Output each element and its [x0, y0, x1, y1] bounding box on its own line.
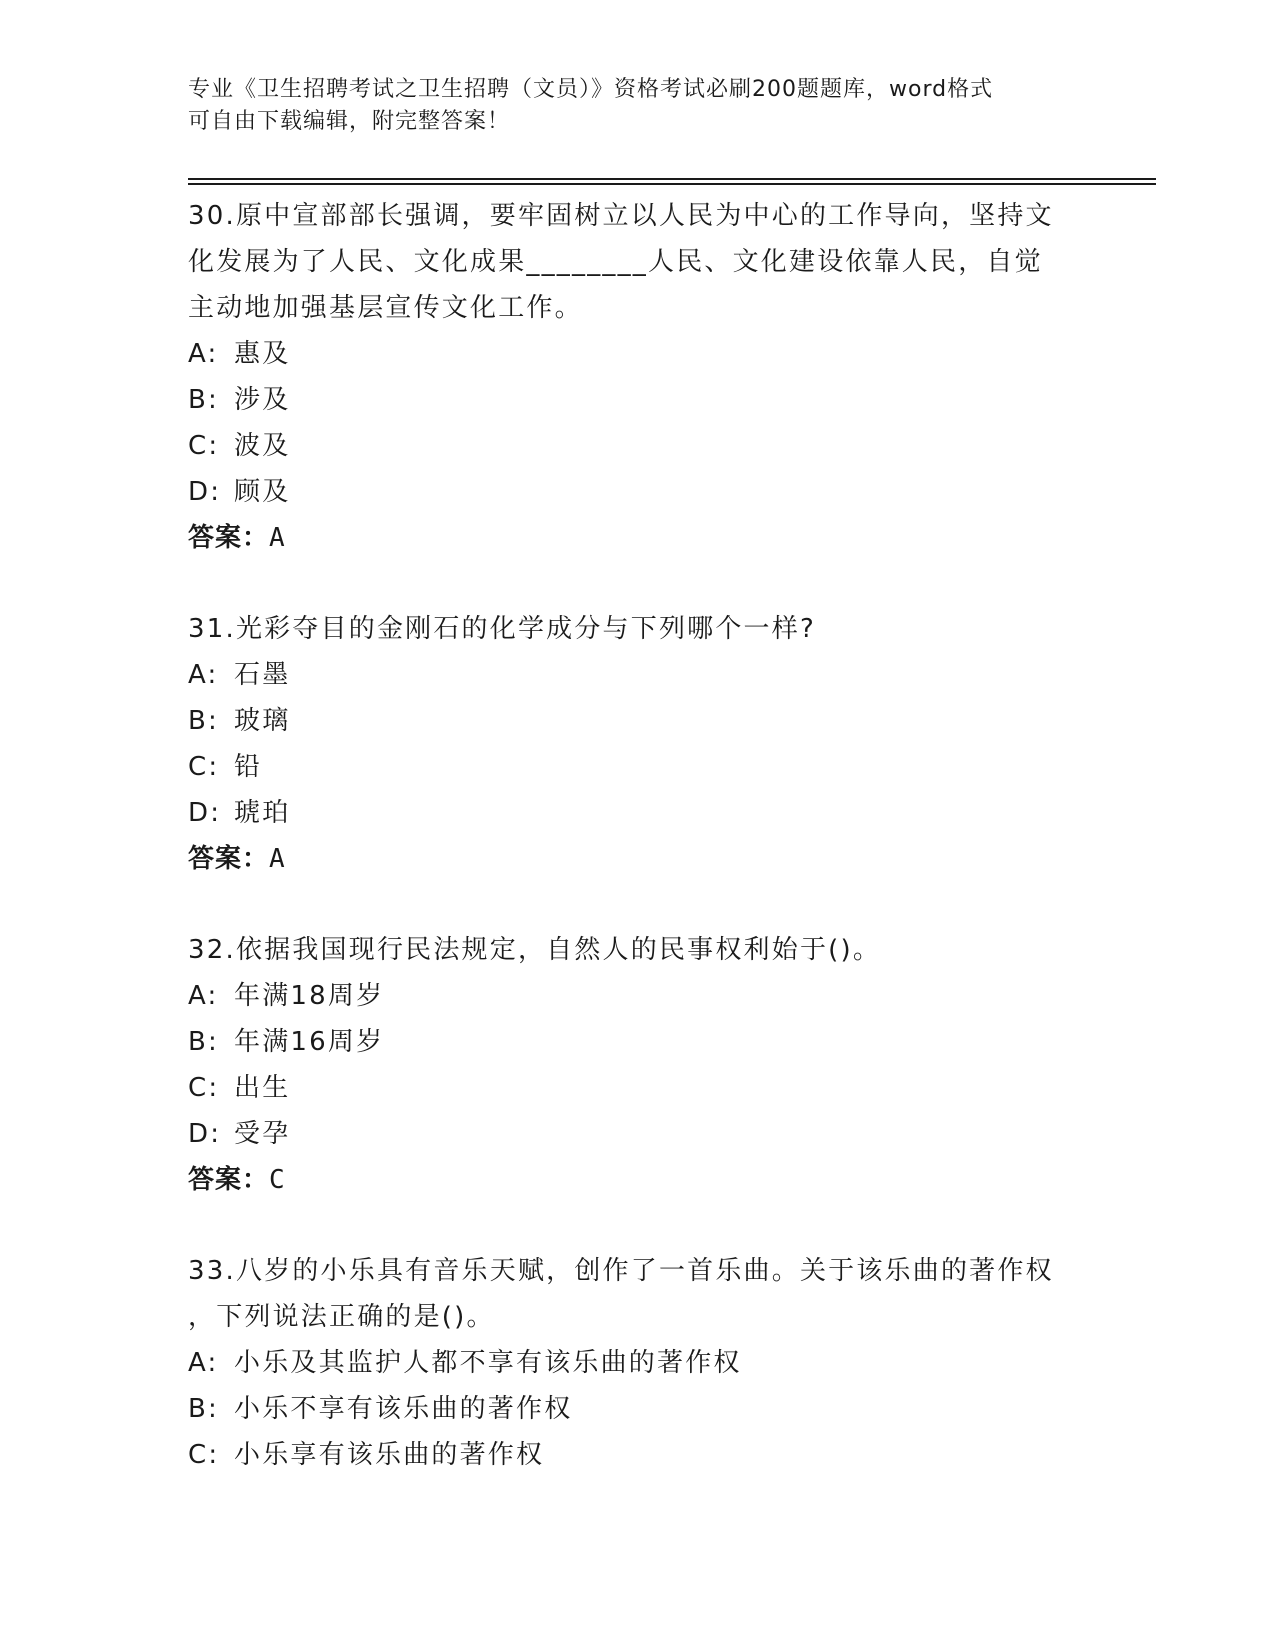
option-d [188, 1111, 1088, 1157]
answer-label: 答案： [188, 1165, 270, 1195]
option-c [188, 1065, 1088, 1111]
option-text: 铅 [234, 752, 263, 782]
question-spacer [188, 561, 1088, 606]
option-text: 小乐及其监护人都不享有该乐曲的著作权 [234, 1348, 742, 1378]
question-text [188, 193, 1088, 331]
answer [188, 515, 1088, 561]
option-letter: B: [188, 1027, 219, 1057]
option-letter: A: [188, 981, 219, 1011]
option-text: 小乐不享有该乐曲的著作权 [234, 1394, 573, 1424]
option-d [188, 469, 1088, 515]
question-text [188, 1248, 1088, 1340]
option-text: 石墨 [234, 660, 291, 690]
option-a [188, 652, 1088, 698]
option-text: 玻璃 [234, 706, 291, 736]
option-letter: B: [188, 1394, 219, 1424]
option-letter: D: [188, 477, 222, 507]
question-text-line: 31.光彩夺目的金刚石的化学成分与下列哪个一样? [188, 614, 816, 644]
option-a [188, 973, 1088, 1019]
question-31 [188, 606, 1088, 882]
question-33 [188, 1248, 1088, 1478]
question-spacer [188, 882, 1088, 927]
option-letter: D: [188, 1119, 222, 1149]
option-c [188, 1432, 1088, 1478]
option-b [188, 698, 1088, 744]
question-spacer [188, 1203, 1088, 1248]
option-text: 惠及 [234, 339, 291, 369]
option-letter: D: [188, 798, 222, 828]
option-letter: C: [188, 431, 220, 461]
option-text: 小乐享有该乐曲的著作权 [234, 1440, 545, 1470]
option-b [188, 1019, 1088, 1065]
header-line-1: 专业《卫生招聘考试之卫生招聘（文员）》资格考试必刷200题题库，word格式 [188, 77, 994, 102]
option-text: 琥珀 [234, 798, 291, 828]
option-text: 波及 [234, 431, 291, 461]
answer [188, 1157, 1088, 1203]
option-letter: A: [188, 660, 219, 690]
option-letter: C: [188, 752, 220, 782]
question-text-line: ，下列说法正确的是()。 [188, 1302, 495, 1332]
question-text [188, 927, 1088, 973]
option-d [188, 790, 1088, 836]
option-text: 顾及 [234, 477, 291, 507]
question-text-line: 30.原中宣部部长强调，要牢固树立以人民为中心的工作导向，坚持文 [188, 201, 1054, 231]
answer-value: A [269, 523, 286, 553]
option-letter: C: [188, 1073, 220, 1103]
option-c [188, 423, 1088, 469]
answer-value: A [269, 844, 286, 874]
document-header [188, 74, 1088, 138]
answer-value: C [269, 1165, 286, 1195]
header-divider-bottom [188, 183, 1156, 185]
answer [188, 836, 1088, 882]
question-text-line: 化发展为了人民、文化成果________人民、文化建设依靠人民，自觉 [188, 247, 1043, 277]
option-a [188, 1340, 1088, 1386]
question-text-line: 32.依据我国现行民法规定，自然人的民事权利始于()。 [188, 935, 882, 965]
option-letter: C: [188, 1440, 220, 1470]
option-c [188, 744, 1088, 790]
option-text: 涉及 [234, 385, 291, 415]
question-text-line: 主动地加强基层宣传文化工作。 [188, 293, 583, 323]
option-text: 受孕 [234, 1119, 291, 1149]
option-a [188, 331, 1088, 377]
option-b [188, 1386, 1088, 1432]
questions-list [188, 193, 1088, 1478]
option-letter: A: [188, 339, 219, 369]
option-letter: B: [188, 385, 219, 415]
answer-label: 答案： [188, 844, 270, 874]
question-30 [188, 193, 1088, 561]
header-line-2: 可自由下载编辑，附完整答案！ [188, 109, 511, 134]
answer-label: 答案： [188, 523, 270, 553]
question-32 [188, 927, 1088, 1203]
option-text: 年满16周岁 [234, 1027, 385, 1057]
question-text [188, 606, 1088, 652]
option-letter: B: [188, 706, 219, 736]
option-text: 年满18周岁 [234, 981, 385, 1011]
option-text: 出生 [234, 1073, 291, 1103]
option-letter: A: [188, 1348, 219, 1378]
header-divider-top [188, 178, 1156, 180]
question-text-line: 33.八岁的小乐具有音乐天赋，创作了一首乐曲。关于该乐曲的著作权 [188, 1256, 1054, 1286]
option-b [188, 377, 1088, 423]
